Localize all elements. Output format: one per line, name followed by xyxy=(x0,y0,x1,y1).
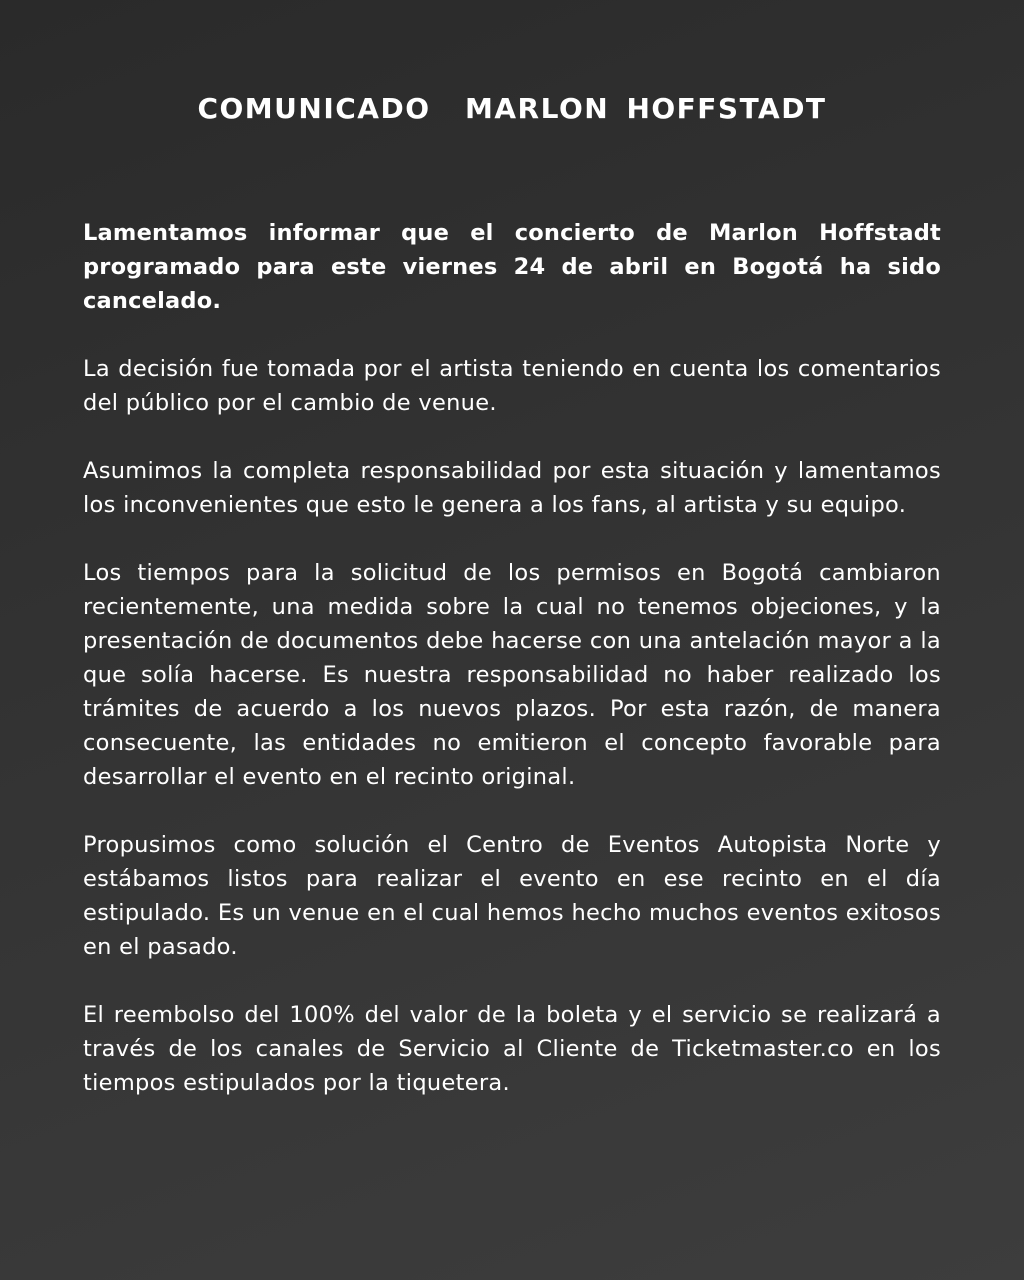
announcement-body xyxy=(83,216,941,1134)
paragraph-permits: Los tiempos para la solicitud de los permisos en Bogotá cambiaron recientemente, una medida sobre la cual no tenemos objeciones, y la presentación de documentos debe hacerse con una antelación mayor a la que solía hacerse. Es nuestra responsabilidad no haber realizado los trámites de acuerdo a los nuevos plazos. Por esta razón, de manera consecuente, las entidades no emitieron el concepto favorable para desarrollar el evento en el recinto original. xyxy=(83,560,941,790)
paragraph-alternative-venue: Propusimos como solución el Centro de Eventos Autopista Norte y estábamos listos para realizar el evento en ese recinto en el día estipulado. Es un venue en el cual hemos hecho muchos eventos exitosos en el pasado. xyxy=(83,832,941,960)
page-title: COMUNICADO MARLON HOFFSTADT xyxy=(197,92,827,125)
paragraph-cancellation: Lamentamos informar que el concierto de Marlon Hoffstadt programado para este viernes 24 de abril en Bogotá ha sido cancelado. xyxy=(83,220,941,314)
paragraph-decision: La decisión fue tomada por el artista teniendo en cuenta los comentarios del público por el cambio de venue. xyxy=(83,356,941,416)
paragraph-responsibility: Asumimos la completa responsabilidad por esta situación y lamentamos los inconvenientes que esto le genera a los fans, al artista y su equipo. xyxy=(83,458,941,518)
paragraph-refund: El reembolso del 100% del valor de la boleta y el servicio se realizará a través de los canales de Servicio al Cliente de Ticketmaster.co en los tiempos estipulados por la tiquetera. xyxy=(83,1002,941,1096)
